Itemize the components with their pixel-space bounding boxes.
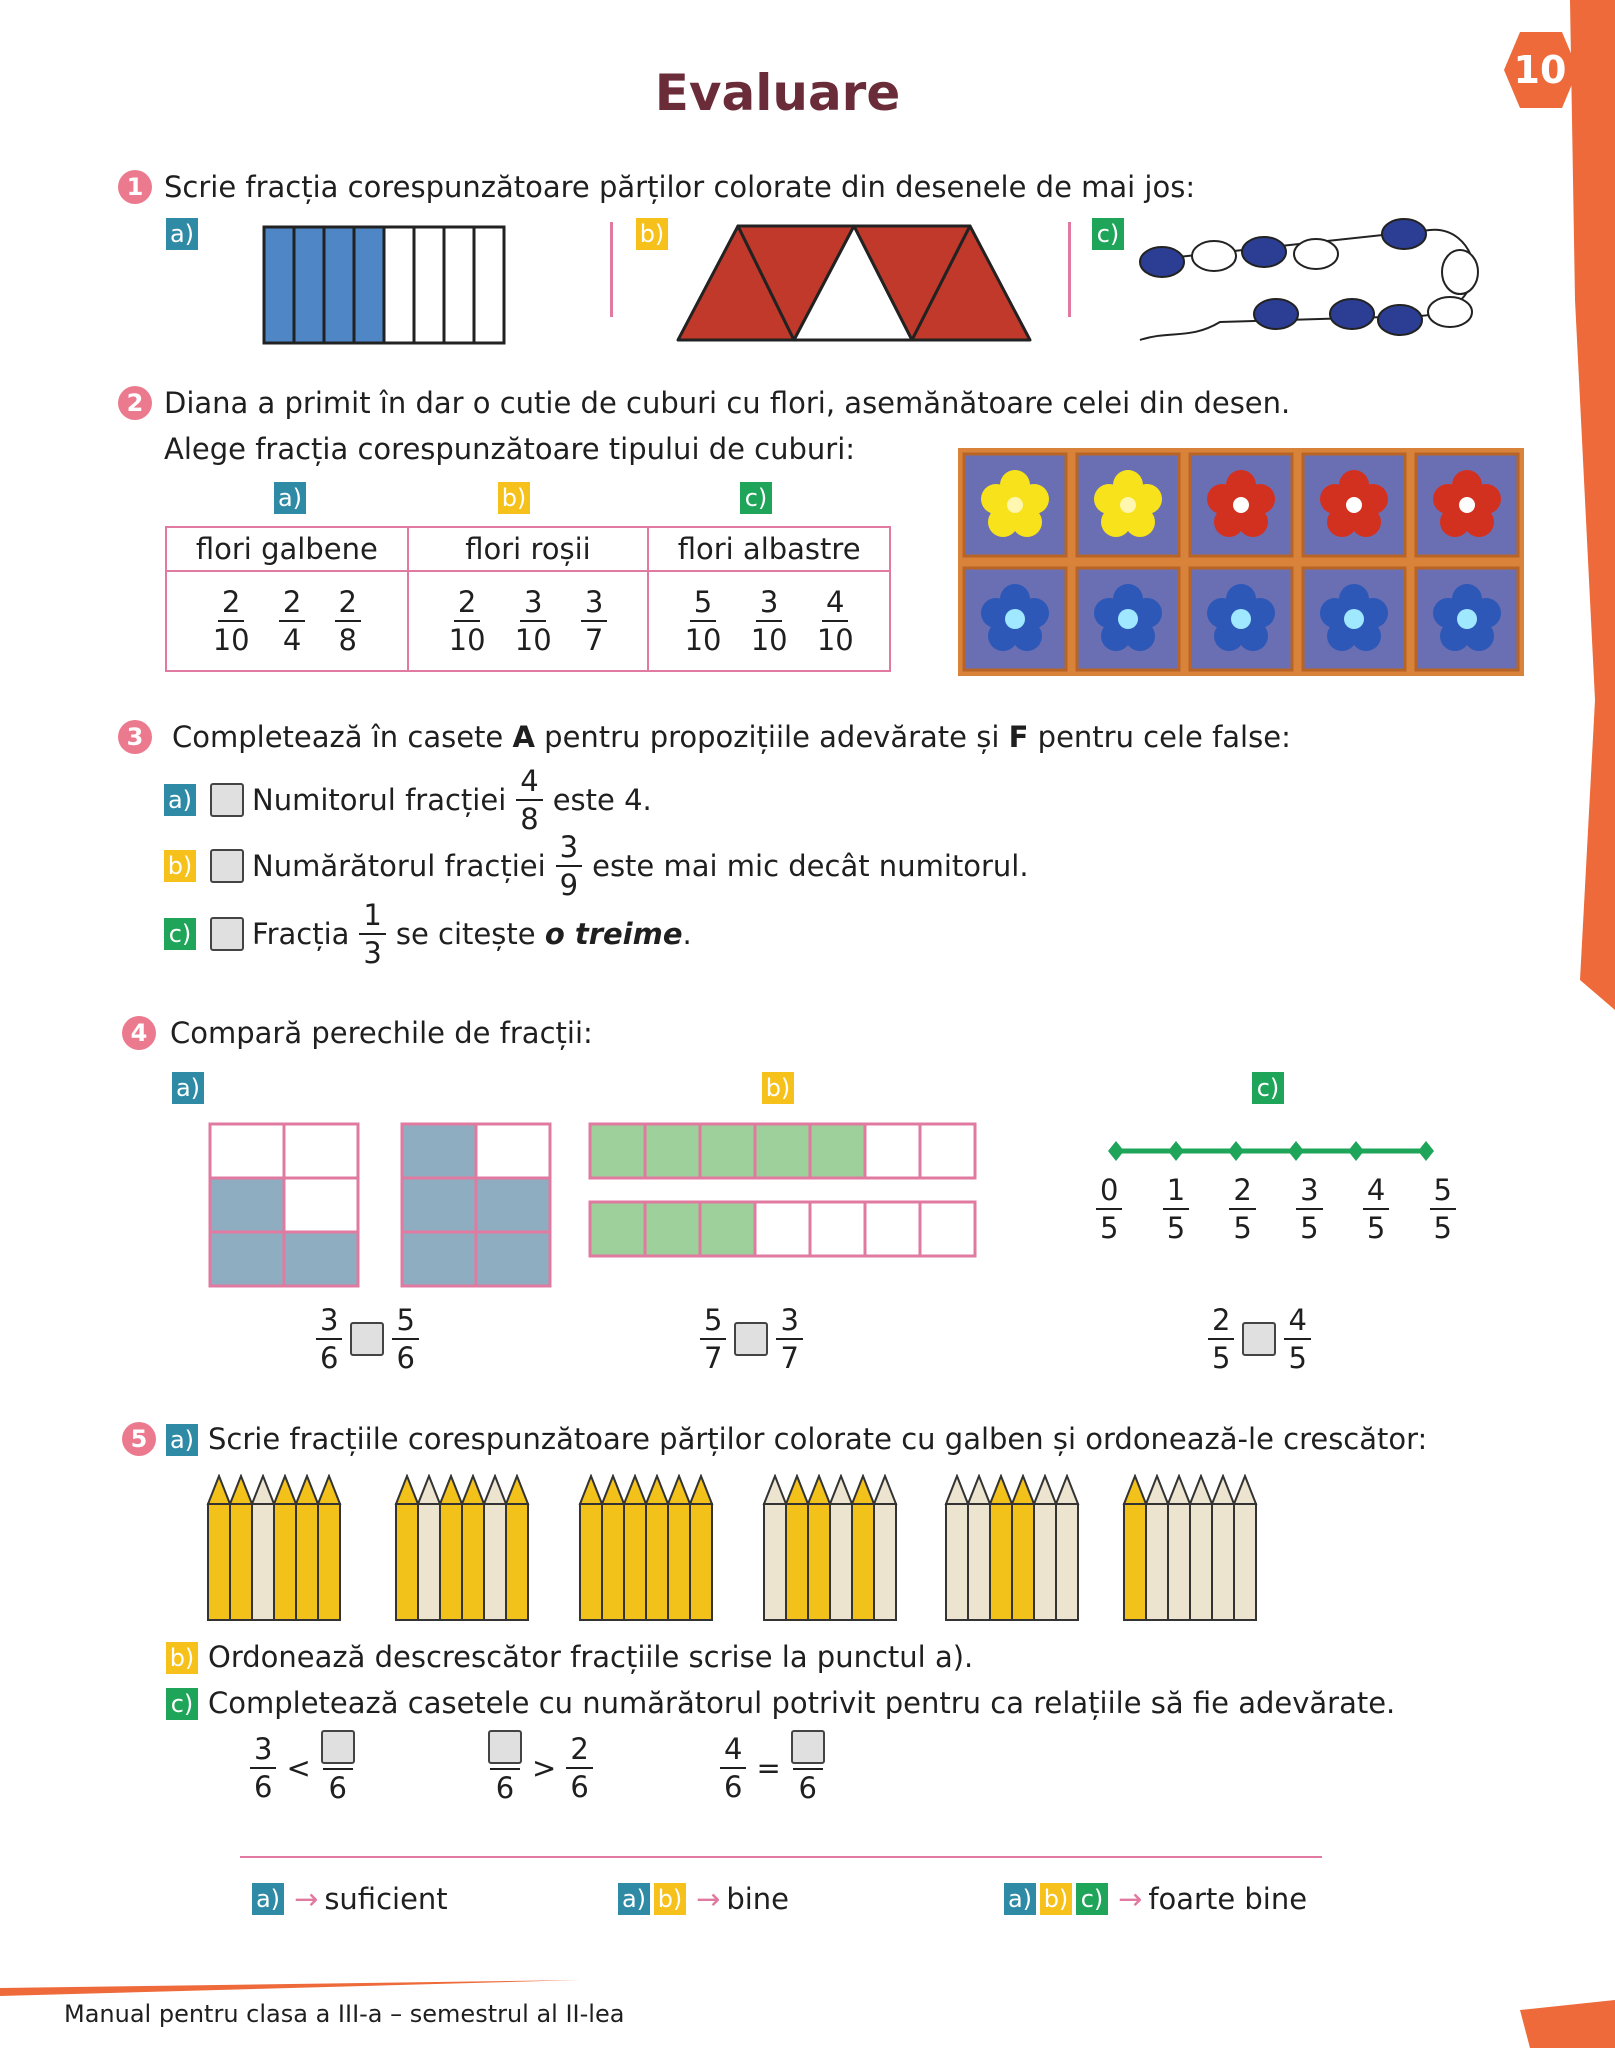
arrow-right-icon: →	[1118, 1882, 1143, 1916]
flower-cubes-box	[958, 448, 1524, 676]
tag-c: c)	[740, 482, 772, 514]
ex4-instruction: Compară perechile de fracții:	[170, 1016, 593, 1050]
header-blue: flori albastre	[648, 527, 890, 571]
ex1-instruction: Scrie fracția corespunzătoare părților colorate din desenele de mai jos:	[164, 170, 1196, 204]
compare-box-a[interactable]	[350, 1322, 384, 1356]
ex3-item-c: c) Fracția $\frac{1}{3}$ se citește o treime .	[164, 896, 692, 972]
exercise-number: 5	[122, 1422, 156, 1456]
option-fraction[interactable]: $\frac{2}{8}$	[335, 584, 361, 658]
arrow-right-icon: →	[294, 1882, 319, 1916]
tick-label: $\frac{5}{5}$	[1430, 1172, 1456, 1246]
option-fraction[interactable]: $\frac{3}{10}$	[514, 585, 552, 657]
ex5c-relation-1: $\frac{3}{6}$ < 6	[250, 1730, 355, 1806]
grading-level-2: a) b) → bine	[618, 1882, 789, 1916]
grading-level-1: a) → suficient	[252, 1882, 448, 1916]
ex3-instruction: Completează în casete A pentru propozițiile adevărate și F pentru cele false:	[172, 720, 1291, 754]
exercise-number: 4	[122, 1016, 156, 1050]
options-blue	[648, 571, 890, 671]
tag-b: b)	[762, 1072, 794, 1104]
fraction: $\frac{3}{9}$	[556, 829, 582, 903]
ex5c-relation-3: $\frac{4}{6}$ = 6	[720, 1730, 825, 1806]
tag-c: c)	[166, 1688, 198, 1720]
ex4b-comparison: $\frac{5}{7}$ $\frac{3}{7}$	[700, 1302, 803, 1376]
page-title: Evaluare	[654, 64, 901, 122]
side-decoration	[1540, 0, 1615, 1010]
ex3-item-b: b) Numărătorul fracției $\frac{3}{9}$ este mai mic decât numitorul.	[164, 828, 1029, 904]
grading-level-3: a) b) c) → foarte bine	[1004, 1882, 1307, 1916]
fraction: $\frac{1}{3}$	[359, 897, 385, 971]
arrow-right-icon: →	[696, 1882, 721, 1916]
ex5a-instruction: Scrie fracțiile corespunzătoare părților colorate cu galben și ordonează-le crescător:	[208, 1422, 1428, 1456]
numerator-box[interactable]	[488, 1730, 522, 1764]
ex5c-relation-2: 6 > $\frac{2}{6}$	[488, 1730, 593, 1806]
options-red	[408, 571, 649, 671]
tick-label: $\frac{4}{5}$	[1363, 1172, 1389, 1246]
ex3-item-a: a) Numitorul fracției $\frac{4}{8}$ este 4.	[164, 762, 652, 838]
tag-a: a)	[172, 1072, 204, 1104]
compare-box-c[interactable]	[1242, 1322, 1276, 1356]
numerator-box[interactable]	[321, 1730, 355, 1764]
ex5a-pencil-sets	[206, 1474, 1266, 1624]
answer-box-c[interactable]	[210, 917, 244, 951]
ex4c-comparison: $\frac{2}{5}$ $\frac{4}{5}$	[1208, 1302, 1311, 1376]
numerator-box[interactable]	[791, 1730, 825, 1764]
ex1c-beads-figure	[1130, 210, 1490, 350]
ex4c-number-line	[1104, 1136, 1444, 1166]
tag-b: b)	[636, 218, 668, 250]
divider	[610, 222, 613, 317]
tag-b: b)	[166, 1642, 198, 1674]
tag-b: b)	[498, 482, 530, 514]
exercise-number: 3	[118, 720, 152, 754]
option-fraction[interactable]: $\frac{3}{7}$	[581, 584, 607, 658]
chapter-number: 10	[1513, 48, 1567, 92]
tick-label: $\frac{1}{5}$	[1163, 1172, 1189, 1246]
tag-c: c)	[164, 918, 196, 950]
fraction: $\frac{4}{8}$	[516, 763, 542, 837]
tag-c: c)	[1252, 1072, 1284, 1104]
ex5c-instruction: Completează casetele cu numărătorul potrivit pentru ca relațiile să fie adevărate.	[208, 1686, 1396, 1720]
option-fraction[interactable]: $\frac{2}{4}$	[279, 584, 305, 658]
header-red: flori roșii	[408, 527, 649, 571]
option-fraction[interactable]: $\frac{2}{10}$	[212, 585, 250, 657]
ex1b-triangles-figure	[676, 222, 1032, 344]
ex2-instruction-line2: Alege fracția corespunzătoare tipului de cuburi:	[164, 432, 856, 466]
tick-label: $\frac{3}{5}$	[1296, 1172, 1322, 1246]
ex1a-strip-figure	[262, 225, 506, 345]
option-fraction[interactable]: $\frac{5}{10}$	[684, 585, 722, 657]
ex4b-bar-figures	[588, 1122, 980, 1258]
tag-a: a)	[274, 482, 306, 514]
ex4a-grid-figures	[208, 1122, 554, 1288]
exercise-number: 2	[118, 386, 152, 420]
ex5b-instruction: Ordonează descrescător fracțiile scrise la punctul a).	[208, 1640, 974, 1674]
tag-a: a)	[166, 1424, 198, 1456]
number-line-labels	[1096, 1172, 1456, 1246]
answer-box-b[interactable]	[210, 849, 244, 883]
option-fraction[interactable]: $\frac{3}{10}$	[750, 585, 788, 657]
footer-text: Manual pentru clasa a III-a – semestrul al II-lea	[64, 2000, 625, 2028]
options-yellow	[166, 571, 408, 671]
ex2-choice-table	[165, 526, 891, 672]
answer-box-a[interactable]	[210, 783, 244, 817]
tick-label: $\frac{0}{5}$	[1096, 1172, 1122, 1246]
compare-box-b[interactable]	[734, 1322, 768, 1356]
header-yellow: flori galbene	[166, 527, 408, 571]
tick-label: $\frac{2}{5}$	[1229, 1172, 1255, 1246]
bottom-decoration	[0, 1940, 1615, 2048]
exercise-number: 1	[118, 170, 152, 204]
legend-divider	[240, 1856, 1322, 1858]
tag-a: a)	[166, 218, 198, 250]
tag-a: a)	[164, 784, 196, 816]
page-number: 43	[1540, 1964, 1588, 2004]
option-fraction[interactable]: $\frac{2}{10}$	[448, 585, 486, 657]
tag-b: b)	[164, 850, 196, 882]
option-fraction[interactable]: $\frac{4}{10}$	[816, 585, 854, 657]
ex4a-comparison: $\frac{3}{6}$ $\frac{5}{6}$	[316, 1302, 419, 1376]
tag-c: c)	[1092, 218, 1124, 250]
ex2-instruction-line1: Diana a primit în dar o cutie de cuburi cu flori, asemănătoare celei din desen.	[164, 386, 1291, 420]
divider	[1068, 222, 1071, 317]
